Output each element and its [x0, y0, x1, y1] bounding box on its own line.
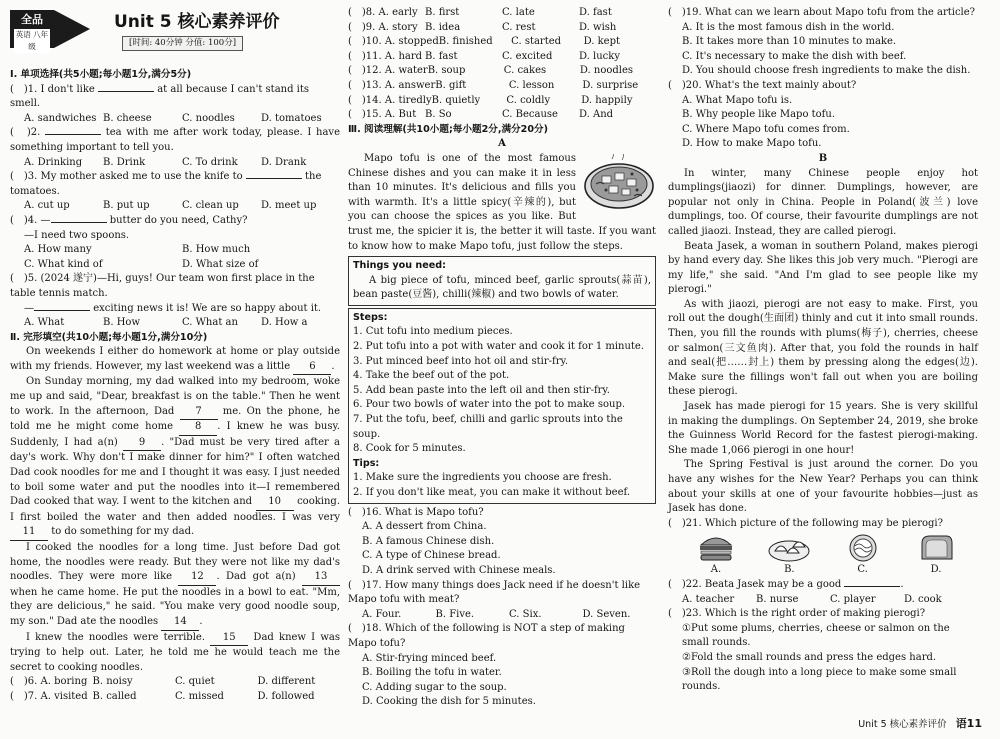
- answer-blank[interactable]: [34, 310, 90, 311]
- things-you-need-box: Things you need: A big piece of tofu, minced beef, garlic sprouts(蒜苗), bean paste(豆酱), chilli(辣椒) and two bowls of water.: [348, 256, 656, 306]
- question-18: ( )18. Which of the following is NOT a step of making Mapo tofu? A. Stir-frying minced beef. B. Boiling the tofu in water. C. Adding sugar to the soup. D. Cooking the dish for 5 minutes.: [348, 623, 625, 708]
- passage-b-label: B: [818, 152, 828, 164]
- question-14: ( )14. A. tiredly B. quietly C. coldly D. happily: [348, 94, 633, 106]
- question-12: ( )12. A. water B. soup C. cakes D. noodles: [348, 65, 634, 77]
- question-1: ( )1. I don't like at all because I can't stand its smell. A. sandwiches B. cheese C. noodles D. tomatoes: [10, 83, 322, 124]
- question-4: ( )4. — butter do you need, Cathy? —I need two spoons. A. How many B. How much C. What kind of D. What size of: [10, 214, 259, 270]
- option-d-picture[interactable]: D.: [910, 533, 962, 578]
- question-13: ( )13. A. answer B. gift C. lesson D. surprise: [348, 79, 639, 91]
- passage-b-paragraph-4: Jasek has made pierogi for 15 years. She is very skillful in making the dumplings. On September 24, 2019, she broke the Guinness World Record for the fastest pierogi-making. She made 1,066 pierogi in one hour!: [668, 401, 978, 456]
- question-9: ( )9. A. story B. idea C. rest D. wish: [348, 21, 617, 33]
- step-item: 3. Put minced beef into hot oil and stir-fry.: [353, 355, 569, 367]
- mapo-tofu-illustration: [582, 154, 656, 212]
- answer-blank[interactable]: [51, 222, 107, 223]
- cloze-blank-14[interactable]: 14: [161, 615, 199, 631]
- cloze-paragraph-3: I cooked the noodles for a long time. Just before Dad got home, the noodles were ready. But they were not like my dad's noodles. They were more like 12 . Dad got a(n) 13 when he came home. He put the noodles in a bowl to eat. "Mm, they are delicious," he said. "You make very good noodle soup, my son." Dad ate the noodles 14 .: [10, 541, 340, 631]
- question-22: ( )22. Beata Jasek may be a good . A. teacher B. nurse C. player D. cook: [668, 578, 942, 605]
- step-item: 4. Take the beef out of the pot.: [353, 370, 510, 382]
- cloze-blank-15[interactable]: 15: [210, 631, 248, 647]
- answer-blank[interactable]: [45, 134, 101, 135]
- steps-box: Steps: 1. Cut tofu into medium pieces. 2. Put tofu into a pot with water and cook it for 1 minute. 3. Put minced beef into hot oil and stir-fry. 4. Take the beef out of the pot. 5. Add bean paste into the left oil and then stir-fry. 6. Pour two bowls of water into the pot to make soup. 7. Put the tofu, beef, chilli and garlic sprouts into the soup. 8. Cook for 5 minutes. Tips: 1. Make sure the ingredients you choose are fresh. 2. If you don't like meat, you can make it without beef.: [348, 308, 656, 504]
- section-heading-2: Ⅱ. 完形填空(共10小题;每小题1分,满分10分): [10, 331, 208, 343]
- dumplings-icon: [767, 533, 811, 563]
- column-2: [348, 6, 656, 710]
- cloze-blank-13[interactable]: 13: [302, 570, 340, 586]
- column-1: [10, 6, 340, 705]
- passage-a-label: A: [498, 138, 506, 150]
- cloze-paragraph-1: On weekends I either do homework at home or play outside with my friends. However, my last weekend was a little 6 .: [10, 345, 340, 375]
- cloze-blank-8[interactable]: 8: [179, 420, 217, 436]
- passage-b-paragraph-2: Beata Jasek, a woman in southern Poland, makes pierogi by hand every day. She likes this job very much. "Pierogi are my life," she said. "And I'm glad to see people like my pierogi.": [668, 240, 978, 296]
- cloze-blank-11[interactable]: 11: [10, 525, 48, 541]
- step-item: 1. Cut tofu into medium pieces.: [353, 326, 513, 338]
- page-title: Unit 5 核心素养评价: [114, 12, 280, 32]
- page-header: [10, 6, 340, 68]
- answer-blank[interactable]: [98, 91, 154, 92]
- passage-a-intro: Mapo tofu is one of the most famous Chinese dishes and you can make it in less than 10 minutes. It's delicious and fills you with warmth. It's a little spicy(辛辣的), but you can choose the spices as you like. But trust me, the spicier it is, the better it will taste. If you want to know how to make Mapo tofu, just follow the steps.: [348, 152, 656, 252]
- question-23: ( )23. Which is the right order of making pierogi? ①Put some plums, cherries, cheese or salmon on the small rounds. ②Fold the small rounds and press the edges hard. ③Roll the dough into a long piece to make some small rounds.: [668, 608, 957, 693]
- noodle-bowl-icon: [843, 533, 883, 563]
- step-item: 8. Cook for 5 minutes.: [353, 443, 466, 455]
- step-item: 7. Put the tofu, beef, chilli and garlic sprouts into the soup.: [353, 414, 623, 440]
- logo-arrow-icon: [54, 10, 90, 48]
- passage-b-paragraph-5: The Spring Festival is just around the corner. Do you have any wishes for the New Year? Perhaps you can think about your skills at one of your favourite hobbies—just as Jasek has done.: [668, 459, 978, 515]
- question-5: ( )5. (2024 遂宁)—Hi, guys! Our team won first place in the table tennis match. — exciting news it is! We are so happy about it. A. What B. How C. What an D. How a: [10, 273, 322, 329]
- option-a-picture[interactable]: A.: [690, 533, 742, 578]
- cloze-blank-6[interactable]: 6: [293, 360, 331, 376]
- column-3: [668, 6, 978, 695]
- passage-b-paragraph-1: In winter, many Chinese people enjoy hot dumplings(jiaozi) for dinner. Dumplings, however, are popular not only in China. People in Poland(波兰) love dumplings, too. Of course, their favourite dumplings are not called jiaozi. Instead, they are called pierogi.: [668, 167, 978, 237]
- question-7: ( )7. A. visited B. called C. missed D. followed: [10, 690, 315, 702]
- burger-icon: [696, 533, 736, 563]
- question-8: ( )8. A. early B. first C. late D. fast: [348, 7, 612, 18]
- cloze-paragraph-2: On Sunday morning, my dad walked into my bedroom, woke me up and said, "Dear, breakfast is on the table." Then he went to work. In the afternoon, Dad 7 me. On the phone, he told me he might come home 8 . I knew he was busy. Suddenly, I had a(n) 9 . "Dad must be very tired after a day's work. Why don't I make dinner for him?" I often watched Dad cook noodles for me and I thought it was easy. I just needed to boil some water and put the noodles into it—I remembered Dad cooked that way. I went to the kitchen and 10 cooking. I first boiled the water and then added noodles. I was very 11 to do something for my dad.: [10, 375, 340, 541]
- option-c-picture[interactable]: C.: [837, 533, 889, 578]
- brand-logo: [10, 6, 106, 52]
- step-item: 6. Pour two bowls of water into the pot to make soup.: [353, 399, 626, 411]
- cloze-blank-10[interactable]: 10: [256, 495, 294, 511]
- cloze-blank-9[interactable]: 9: [123, 436, 161, 452]
- question-2: ( )2. tea with me after work today, please. I have something important to tell you. A. Drinking B. Drink C. To drink D. Drank: [10, 127, 340, 168]
- step-item: 5. Add bean paste into the left oil and then stir-fry.: [353, 384, 610, 396]
- cloze-paragraph-4: I knew the noodles were terrible. 15 Dad knew I was trying to help out. Later, he told me he would teach me the secret to cooking noodles.: [10, 631, 340, 673]
- page-number: 语11: [955, 717, 982, 731]
- answer-blank[interactable]: [844, 586, 900, 587]
- question-10: ( )10. A. stopped B. finished C. started D. kept: [348, 36, 620, 48]
- cloze-blank-12[interactable]: 12: [178, 570, 216, 586]
- passage-b-paragraph-3: As with jiaozi, pierogi are not easy to make. First, you roll out the dough(生面团) thinly and cut it into small rounds. Then, you fill the rounds with plums(梅子), cherries, cheese or salmon(三文鱼肉). After that, you fold the rounds in half and seal(把……封上) them by pressing along the edges(边). Make sure the fillings won't fall out when you are boiling these pierogi.: [668, 298, 978, 398]
- question-6: ( )6. A. boring B. noisy C. quiet D. different: [10, 676, 316, 688]
- section-heading-1: Ⅰ. 单项选择(共5小题;每小题1分,满分5分): [10, 69, 192, 80]
- question-3: ( )3. My mother asked me to use the knife to the tomatoes. A. cut up B. put up C. clean up D. meet up: [10, 171, 322, 212]
- question-21: ( )21. Which picture of the following may be pierogi? A. B. C. D.: [668, 517, 978, 578]
- question-19: ( )19. What can we learn about Mapo tofu from the article? A. It is the most famous dish in the world. B. It takes more than 10 minutes to make. C. It's necessary to make the dish with beef. D. You should choose fresh ingredients to make the dish.: [668, 7, 976, 77]
- logo-bottom-text: 英语 八年级: [15, 30, 49, 51]
- option-b-picture[interactable]: B.: [763, 533, 815, 578]
- answer-blank[interactable]: [246, 178, 302, 179]
- question-17: ( )17. How many things does Jack need if he doesn't like Mapo tofu with meat? A. Four. B. Five. C. Six. D. Seven.: [348, 579, 641, 620]
- step-item: 2. Put tofu into a pot with water and cook it for 1 minute.: [353, 341, 645, 353]
- logo-top-text: 全品: [21, 13, 43, 26]
- bread-icon: [916, 533, 956, 563]
- footer-unit-text: Unit 5 核心素养评价: [858, 719, 947, 731]
- page-subtitle: [时间: 40分钟 分值: 100分]: [122, 36, 243, 51]
- question-20: ( )20. What's the text mainly about? A. What Mapo tofu is. B. Why people like Mapo tofu. C. Where Mapo tofu comes from. D. How to make Mapo tofu.: [668, 79, 857, 150]
- section-heading-3: Ⅲ. 阅读理解(共10小题;每小题2分,满分20分): [348, 123, 548, 135]
- tip-item: 1. Make sure the ingredients you choose are fresh.: [353, 472, 612, 484]
- cloze-blank-7[interactable]: 7: [180, 405, 218, 421]
- question-16: ( )16. What is Mapo tofu? A. A dessert from China. B. A famous Chinese dish. C. A type of Chinese bread. D. A drink served with Chinese meals.: [348, 506, 556, 576]
- tip-item: 2. If you don't like meat, you can make it without beef.: [353, 487, 631, 498]
- question-15: ( )15. A. But B. So C. Because D. And: [348, 109, 614, 121]
- question-11: ( )11. A. hard B. fast C. excited D. lucky: [348, 50, 620, 62]
- page-footer: [858, 717, 982, 733]
